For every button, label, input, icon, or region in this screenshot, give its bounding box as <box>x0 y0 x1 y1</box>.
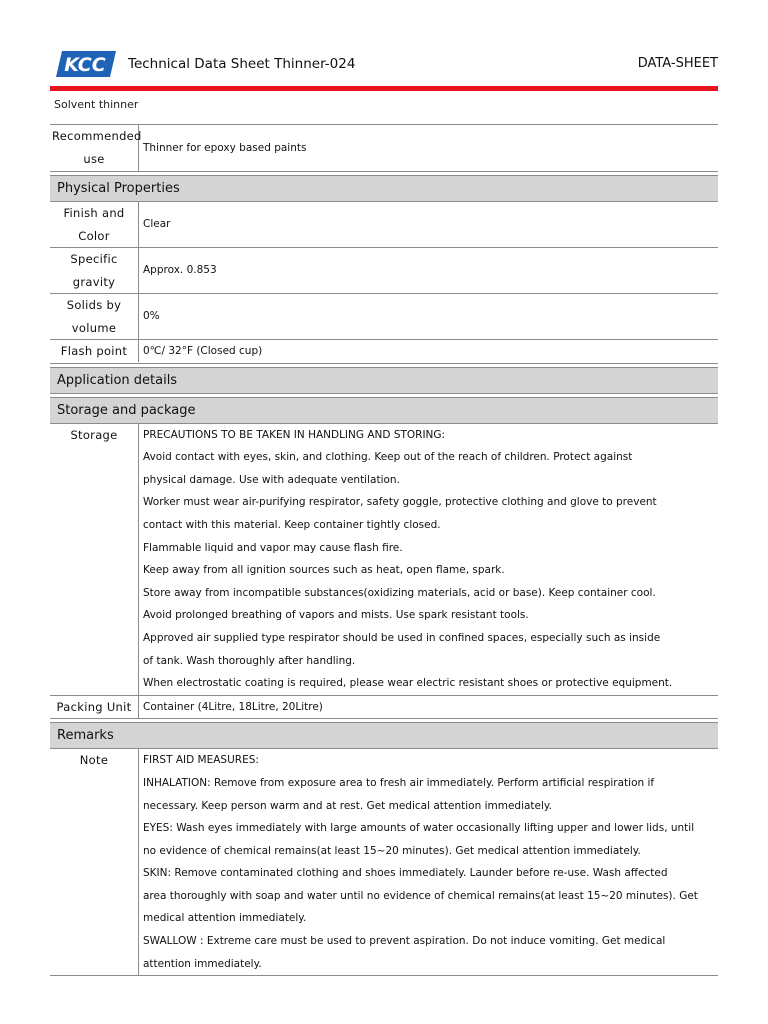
note-line: SWALLOW : Extreme care must be used to prevent aspiration. Do not induce vomiting. Get medical <box>143 935 666 948</box>
note-line: attention immediately. <box>143 957 262 970</box>
note-line: medical attention immediately. <box>143 912 307 925</box>
note-line: FIRST AID MEASURES: <box>143 754 259 767</box>
storage-line: contact with this material. Keep container tightly closed. <box>143 518 441 531</box>
recommended-use-value: Thinner for epoxy based paints <box>143 141 307 154</box>
storage-line: When electrostatic coating is required, please wear electric resistant shoes or protective equipment. <box>143 677 673 690</box>
storage-line: Approved air supplied type respirator should be used in confined spaces, especially such as inside <box>143 631 661 644</box>
flash-point-row <box>50 340 718 364</box>
storage-row <box>50 424 718 696</box>
note-line: necessary. Keep person warm and at rest. Get medical attention immediately. <box>143 799 552 812</box>
note-label: Note <box>50 749 139 975</box>
flash-point-value: 0℃/ 32°F (Closed cup) <box>143 345 263 357</box>
specific-gravity-row <box>50 248 718 294</box>
note-text <box>139 749 718 975</box>
header-rule <box>50 86 718 91</box>
note-line: no evidence of chemical remains(at least 15~20 minutes). Get medical attention immediately. <box>143 844 641 857</box>
note-line: EYES: Wash eyes immediately with large amounts of water occasionally lifting upper and lower lids, until <box>143 822 695 835</box>
specific-gravity-label: Specific gravity <box>50 248 139 293</box>
note-row <box>50 749 718 976</box>
kcc-logo <box>56 49 118 79</box>
finish-color-row <box>50 202 718 248</box>
remarks-heading: Remarks <box>50 722 718 749</box>
document-type: DATA-SHEET <box>637 56 718 71</box>
recommended-use-label: Recommended use <box>50 125 139 171</box>
storage-line: physical damage. Use with adequate ventilation. <box>143 473 400 486</box>
finish-color-value: Clear <box>143 218 171 231</box>
finish-color-label: Finish and Color <box>50 202 139 247</box>
packing-unit-label: Packing Unit <box>50 696 139 719</box>
packing-unit-row <box>50 696 718 720</box>
storage-line: Avoid contact with eyes, skin, and clothing. Keep out of the reach of children. Protect against <box>143 451 633 464</box>
logo-text: KCC <box>64 54 106 76</box>
storage-label: Storage <box>50 424 139 695</box>
storage-line: Keep away from all ignition sources such as heat, open flame, spark. <box>143 564 505 577</box>
storage-package-heading: Storage and package <box>50 397 718 424</box>
note-line: SKIN: Remove contaminated clothing and shoes immediately. Launder before re-use. Wash affected <box>143 867 668 880</box>
application-details-heading: Application details <box>50 367 718 394</box>
document-header <box>50 44 718 92</box>
product-subtitle: Solvent thinner <box>54 98 139 111</box>
note-line: INHALATION: Remove from exposure area to fresh air immediately. Perform artificial respiration if <box>143 776 655 789</box>
data-sheet-table <box>50 124 718 976</box>
storage-line: Avoid prolonged breathing of vapors and mists. Use spark resistant tools. <box>143 609 529 622</box>
flash-point-label: Flash point <box>50 340 139 362</box>
note-line: area thoroughly with soap and water until no evidence of chemical remains(at least 15~20 minutes). Get <box>143 889 698 902</box>
storage-line: PRECAUTIONS TO BE TAKEN IN HANDLING AND STORING: <box>143 428 446 441</box>
solids-volume-label: Solids by volume <box>50 294 139 339</box>
storage-line: of tank. Wash thoroughly after handling. <box>143 654 356 667</box>
recommended-use-row <box>50 124 718 172</box>
storage-line: Store away from incompatible substances(oxidizing materials, acid or base). Keep container cool. <box>143 586 656 599</box>
physical-properties-heading: Physical Properties <box>50 175 718 202</box>
packing-unit-value: Container (4Litre, 18Litre, 20Litre) <box>143 700 323 713</box>
storage-line: Flammable liquid and vapor may cause flash fire. <box>143 541 403 554</box>
solids-volume-value: 0% <box>143 310 160 323</box>
document-title: Technical Data Sheet Thinner-024 <box>128 56 356 72</box>
specific-gravity-value: Approx. 0.853 <box>143 264 217 277</box>
storage-line: Worker must wear air-purifying respirator, safety goggle, protective clothing and glove to prevent <box>143 496 657 509</box>
storage-text <box>139 424 718 695</box>
solids-volume-row <box>50 294 718 340</box>
